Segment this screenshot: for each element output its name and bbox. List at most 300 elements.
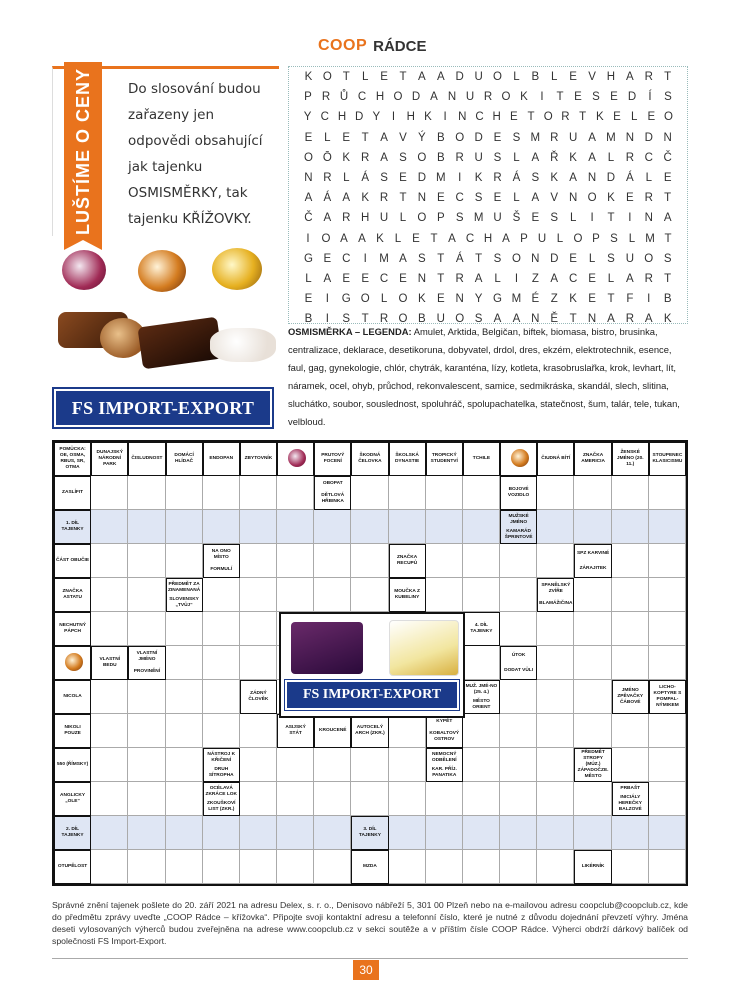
crossword-cell[interactable] xyxy=(314,544,351,578)
crossword-cell[interactable] xyxy=(612,748,649,782)
crossword-clue-part: DRUH SÍTROPHA xyxy=(208,766,234,778)
crossword-clue xyxy=(574,748,611,782)
word-search-letter: I xyxy=(306,232,310,245)
word-search-letter: A xyxy=(418,71,426,84)
word-search-row xyxy=(289,249,687,269)
word-search-letter: I xyxy=(325,313,329,326)
crossword-cell[interactable] xyxy=(649,476,686,510)
word-search-letter: O xyxy=(664,111,673,124)
crossword-cell[interactable] xyxy=(389,476,426,510)
word-search-letter: O xyxy=(398,293,408,306)
crossword-cell[interactable] xyxy=(649,646,686,680)
word-search-letter: S xyxy=(399,151,407,164)
word-search-letter: A xyxy=(607,313,615,326)
crossword-clue-part: NÁSTROJ K KŘIČENÍ xyxy=(207,751,236,763)
word-search-letter: C xyxy=(455,192,464,205)
crossword-cell[interactable] xyxy=(612,816,649,850)
crossword-cell[interactable] xyxy=(91,578,128,612)
crossword-clue: JMÉNO ZPĚVAČKY ČÁBOVÉ xyxy=(612,680,649,714)
word-search-letter: B xyxy=(436,131,445,144)
crossword-cell[interactable] xyxy=(649,578,686,612)
crossword-cell[interactable] xyxy=(240,748,277,782)
crossword-cell[interactable] xyxy=(574,646,611,680)
word-search-letter: M xyxy=(511,293,522,306)
crossword-clue: 1. DÍL TAJENKY xyxy=(54,510,91,544)
crossword-cell[interactable] xyxy=(91,714,128,748)
crossword-cell[interactable] xyxy=(649,782,686,816)
crossword-clue: AUTOCELÝ ARCH (ZKR.) xyxy=(351,714,388,748)
crossword-clue-part: KAR. PŘÍJ. PANATIKA xyxy=(431,766,457,778)
word-search-letter: T xyxy=(430,232,438,245)
crossword-cell[interactable] xyxy=(537,510,574,544)
crossword-cell[interactable] xyxy=(537,748,574,782)
crossword-cell[interactable] xyxy=(612,476,649,510)
crossword-cell[interactable] xyxy=(500,714,537,748)
word-search-letter: D xyxy=(455,71,464,84)
crossword-cell[interactable] xyxy=(203,714,240,748)
crossword-cell[interactable] xyxy=(612,612,649,646)
crossword-cell[interactable] xyxy=(166,544,203,578)
crossword-cell[interactable] xyxy=(649,816,686,850)
word-search-letter: E xyxy=(380,71,388,84)
crossword-clue xyxy=(426,714,463,748)
word-search-letter: U xyxy=(379,212,389,225)
word-search-letter: B xyxy=(418,313,426,326)
word-search-letter: R xyxy=(625,151,635,164)
crossword-cell[interactable] xyxy=(277,544,314,578)
crossword-cell[interactable] xyxy=(649,748,686,782)
crossword-clue-part: MĚSTO ORIENT xyxy=(472,698,491,710)
word-search-letter: E xyxy=(399,172,407,185)
word-search-letter: T xyxy=(664,232,672,245)
word-search-letter: I xyxy=(590,212,594,225)
crossword-cell[interactable] xyxy=(166,646,203,680)
crossword-cell[interactable] xyxy=(537,612,574,646)
word-search-letter: O xyxy=(573,232,583,245)
crossword-cell[interactable] xyxy=(351,476,388,510)
word-search-letter: U xyxy=(474,71,483,84)
crossword-cell[interactable] xyxy=(463,714,500,748)
crossword-clue-part: NEMOCNÝ ODBĚLENÍ xyxy=(431,751,457,763)
crossword-cell[interactable] xyxy=(240,816,277,850)
crossword-cell[interactable] xyxy=(128,578,165,612)
word-search-letter: E xyxy=(613,111,621,124)
crossword-cell[interactable] xyxy=(649,544,686,578)
crossword-cell[interactable] xyxy=(203,816,240,850)
word-search-letter: Z xyxy=(550,293,558,306)
crossword-cell[interactable] xyxy=(500,578,537,612)
crossword-cell[interactable] xyxy=(612,578,649,612)
crossword-cell[interactable] xyxy=(389,748,426,782)
word-search-letter: A xyxy=(644,313,653,326)
crossword-cell[interactable] xyxy=(166,850,203,884)
crossword-clue: ŠKODNÁ ČELOVKA xyxy=(351,442,388,476)
word-search-letter: D xyxy=(644,131,653,144)
crossword-cell[interactable] xyxy=(240,850,277,884)
crossword-cell[interactable] xyxy=(128,816,165,850)
crossword-cell[interactable] xyxy=(574,578,611,612)
crossword-cell[interactable] xyxy=(537,680,574,714)
word-search-letter: T xyxy=(569,313,577,326)
word-search-letter: U xyxy=(537,232,547,245)
crossword-cell[interactable] xyxy=(426,850,463,884)
crossword-cell[interactable] xyxy=(240,612,277,646)
crossword-clue xyxy=(463,680,500,714)
crossword-cell[interactable] xyxy=(612,714,649,748)
crossword-cell[interactable] xyxy=(91,544,128,578)
word-search-letter: C xyxy=(342,252,351,265)
crossword-clue-part: PŘEDMĚT STROPY (MÚZ.) xyxy=(581,750,605,767)
word-search-letter: U xyxy=(625,252,635,265)
word-search-letter: L xyxy=(628,232,636,245)
crossword-cell[interactable] xyxy=(128,510,165,544)
crossword-cell[interactable] xyxy=(277,816,314,850)
crossword-cell[interactable] xyxy=(537,544,574,578)
crossword-clue-part: ÚTOK xyxy=(511,652,526,658)
word-search-letter: E xyxy=(493,131,502,144)
crossword-cell[interactable] xyxy=(574,782,611,816)
crossword-cell[interactable] xyxy=(240,510,277,544)
word-search-letter: Č xyxy=(663,151,672,164)
crossword-cell[interactable] xyxy=(91,782,128,816)
crossword-cell[interactable] xyxy=(389,816,426,850)
sponsor-banner-text: FS IMPORT-EXPORT xyxy=(56,391,270,425)
word-search-letter: Y xyxy=(303,111,312,124)
crossword-cell[interactable] xyxy=(612,646,649,680)
word-search-letter: G xyxy=(493,293,502,306)
word-search-letter: U xyxy=(465,91,475,104)
crossword-cell[interactable] xyxy=(351,748,388,782)
word-search-letter: L xyxy=(630,111,638,124)
crossword-clue: ŠKOLSKÁ DYNASTIE xyxy=(389,442,426,476)
crossword-clue: ZÁDNÝ ČLOVĚK xyxy=(240,680,277,714)
crossword-cell[interactable] xyxy=(240,578,277,612)
word-search-letter: D xyxy=(627,91,637,104)
crossword-cell[interactable] xyxy=(203,510,240,544)
crossword-cell[interactable] xyxy=(203,612,240,646)
crossword-cell[interactable] xyxy=(463,578,500,612)
word-search-letter: T xyxy=(342,71,350,84)
word-search-letter: M xyxy=(436,172,446,185)
crossword-cell[interactable] xyxy=(240,714,277,748)
word-search-letter: K xyxy=(569,151,577,164)
word-search-letter: Á xyxy=(323,192,332,205)
product-box-image xyxy=(389,620,459,676)
word-search-letter: N xyxy=(304,172,313,185)
crossword-clue-part: ZKOUŠKOVÍ LIST (ZKR.) xyxy=(206,800,236,812)
word-search-letter: R xyxy=(342,212,351,225)
word-search-letter: Á xyxy=(361,172,369,185)
crossword-clue: LIKÉRNÍK xyxy=(574,850,611,884)
word-search-letter: T xyxy=(399,192,407,205)
crossword-cell[interactable] xyxy=(166,714,203,748)
word-search-letter: H xyxy=(361,212,370,225)
crossword-cell[interactable] xyxy=(389,714,426,748)
crossword-cell[interactable] xyxy=(351,544,388,578)
word-search-letter: K xyxy=(424,111,432,124)
word-search-letter: A xyxy=(512,313,521,326)
word-search-letter: V xyxy=(588,71,596,84)
crossword-cell[interactable] xyxy=(649,850,686,884)
crossword-cell[interactable] xyxy=(314,748,351,782)
crossword-cell[interactable] xyxy=(426,510,463,544)
crossword-cell[interactable] xyxy=(389,850,426,884)
crossword-cell[interactable] xyxy=(537,646,574,680)
crossword-clue xyxy=(166,578,203,612)
crossword-cell[interactable] xyxy=(91,748,128,782)
crossword-cell[interactable] xyxy=(537,714,574,748)
word-search-letter: O xyxy=(587,192,597,205)
crossword-cell[interactable] xyxy=(463,782,500,816)
crossword-clue: ZNAČKA AMERICIA xyxy=(574,442,611,476)
crossword-cell[interactable] xyxy=(426,578,463,612)
word-search-letter: O xyxy=(511,252,521,265)
crossword-cell[interactable] xyxy=(91,510,128,544)
word-search-legend xyxy=(288,323,688,431)
crossword-clue: MOUČKA Z KUBELINY xyxy=(389,578,426,612)
crossword-clue-part: SPANĚLSKÝ ZVÍŘE xyxy=(541,583,571,594)
crossword-cell[interactable] xyxy=(166,476,203,510)
word-search-letter: I xyxy=(514,272,519,285)
word-search-letter: O xyxy=(417,151,427,164)
word-search-letter: M xyxy=(645,232,655,245)
crossword-cell[interactable] xyxy=(277,850,314,884)
word-search-letter: O xyxy=(417,212,427,225)
crossword-cell[interactable] xyxy=(500,544,537,578)
crossword-clue-part: OCÉLAVÁ ZKRÁCE LOK xyxy=(205,785,237,797)
crossword-cell[interactable] xyxy=(426,816,463,850)
word-search-letter: E xyxy=(574,91,582,104)
crossword-cell[interactable] xyxy=(612,510,649,544)
word-search-letter: C xyxy=(379,272,389,285)
crossword-cell[interactable] xyxy=(128,748,165,782)
crossword-cell[interactable] xyxy=(166,680,203,714)
word-search-letter: A xyxy=(323,272,332,285)
crossword-cell[interactable] xyxy=(649,714,686,748)
crossword-cell[interactable] xyxy=(128,544,165,578)
crossword-clue: ZNAČKA RECUPŮ xyxy=(389,544,426,578)
crossword-cell[interactable] xyxy=(166,816,203,850)
word-search-letter: Y xyxy=(372,111,381,124)
crossword-cell[interactable] xyxy=(166,612,203,646)
word-search-letter: I xyxy=(628,212,632,225)
crossword-cell[interactable] xyxy=(612,850,649,884)
crossword-cell[interactable] xyxy=(426,476,463,510)
legend-words: Amulet, Arktida, Belgičan, biftek, biomasa, bistro, brusinka, centralizace, deklarace, desetikoruna, dobyvatel, drdol, dres, ekzém, elektrotechnik, esence, faul, gag, gynekologie, chlór, chytrák, karanténa, lízy, kotleta, krasobruslařka, krok, levhart, lít, náramek, ocel, ohyb, průchod, rekonvalescent, samice, sedmikráska, skandál, slech, slitina, sluchátko, soubor, souslednost, spoluhráč, spolupachatelka, statečnost, šum, talár, tele, tukan, velbloud. xyxy=(288,326,680,427)
crossword-cell[interactable] xyxy=(91,850,128,884)
crossword-clue-part: OBOPAT xyxy=(322,481,343,486)
page-number: 30 xyxy=(353,960,379,980)
crossword-clue-part: KYPĚT xyxy=(436,719,453,724)
crossword-clue-part: PŘEDMĚT ZA ZINAMENANÁ xyxy=(167,581,201,593)
word-search-letter: T xyxy=(361,313,369,326)
word-search-letter: K xyxy=(418,293,426,306)
contest-ribbon xyxy=(64,62,102,240)
crossword-cell[interactable] xyxy=(128,714,165,748)
word-search-row xyxy=(289,188,687,208)
crossword-cell[interactable] xyxy=(426,544,463,578)
word-search-letter: L xyxy=(513,151,520,164)
word-search-letter: O xyxy=(501,91,511,104)
crossword-cell[interactable] xyxy=(389,782,426,816)
crossword-cell[interactable] xyxy=(574,612,611,646)
word-search-letter: Á xyxy=(626,172,634,185)
word-search-letter: A xyxy=(569,172,577,185)
crossword-cell[interactable] xyxy=(277,782,314,816)
crossword-cell[interactable] xyxy=(463,544,500,578)
crossword-cell[interactable] xyxy=(351,510,388,544)
word-search-letter: E xyxy=(436,192,445,205)
crossword-cell[interactable] xyxy=(649,612,686,646)
crossword-cell[interactable] xyxy=(314,816,351,850)
legend-title: OSMISMĚRKA – LEGENDA: xyxy=(288,326,412,337)
crossword-cell[interactable] xyxy=(389,510,426,544)
crossword-cell[interactable] xyxy=(649,510,686,544)
crossword-cell[interactable] xyxy=(240,544,277,578)
word-search-letter: L xyxy=(361,71,369,84)
crossword-cell[interactable] xyxy=(463,816,500,850)
crossword-cell[interactable] xyxy=(277,510,314,544)
word-search-letter: K xyxy=(342,151,351,164)
word-search-letter: R xyxy=(455,272,464,285)
crossword-cell[interactable] xyxy=(463,646,500,680)
word-search-letter: K xyxy=(474,172,483,185)
word-search-letter: P xyxy=(520,232,528,245)
word-search-letter: N xyxy=(531,252,540,265)
crossword-cell[interactable] xyxy=(203,850,240,884)
word-search-letter: L xyxy=(399,212,407,225)
crossword-cell[interactable] xyxy=(91,476,128,510)
word-search-letter: S xyxy=(663,252,672,265)
word-search-letter: S xyxy=(474,313,483,326)
word-search-letter: E xyxy=(569,252,577,265)
crossword-cell[interactable] xyxy=(537,476,574,510)
crossword-cell[interactable] xyxy=(203,646,240,680)
crossword-cell[interactable] xyxy=(537,850,574,884)
crossword-cell[interactable] xyxy=(277,578,314,612)
crossword-cell[interactable] xyxy=(314,850,351,884)
crossword-cell[interactable] xyxy=(537,816,574,850)
word-search-letter: C xyxy=(320,111,329,124)
crossword-cell[interactable] xyxy=(277,476,314,510)
crossword-cell[interactable] xyxy=(91,612,128,646)
word-search-row xyxy=(289,107,687,127)
word-search-letter: O xyxy=(455,131,465,144)
crossword-cell[interactable] xyxy=(314,578,351,612)
chocolate-clue-image xyxy=(277,442,314,476)
footer-divider xyxy=(52,958,688,959)
word-search-letter: U xyxy=(436,313,445,326)
crossword-cell[interactable] xyxy=(91,816,128,850)
crossword-clue: 3. DÍL TAJENKY xyxy=(351,816,388,850)
crossword-cell[interactable] xyxy=(351,578,388,612)
word-search-letter: E xyxy=(663,172,672,185)
crossword-cell[interactable] xyxy=(314,782,351,816)
crossword-clue: TROPICKÝ STUDENTVÍ xyxy=(426,442,463,476)
crossword-cell[interactable] xyxy=(612,544,649,578)
word-search-letter: I xyxy=(363,252,367,265)
word-search-letter: C xyxy=(568,272,578,285)
crossword-cell[interactable] xyxy=(314,510,351,544)
crossword-cell[interactable] xyxy=(128,612,165,646)
sponsor-promo xyxy=(279,612,465,718)
word-search-letter: R xyxy=(561,111,570,124)
crossword-clue xyxy=(314,476,351,510)
word-search-letter: Á xyxy=(455,252,464,265)
crossword-cell[interactable] xyxy=(463,476,500,510)
word-search-letter: K xyxy=(550,172,559,185)
crossword-cell[interactable] xyxy=(500,680,537,714)
crossword-clue: ČÁST OBUČIE xyxy=(54,544,91,578)
crossword-cell[interactable] xyxy=(574,680,611,714)
crossword-cell[interactable] xyxy=(426,782,463,816)
crossword-cell[interactable] xyxy=(277,748,314,782)
crossword-cell[interactable] xyxy=(537,782,574,816)
crossword-cell[interactable] xyxy=(128,680,165,714)
word-search-letter: A xyxy=(399,252,407,265)
crossword-cell[interactable] xyxy=(463,510,500,544)
crossword-cell[interactable] xyxy=(500,850,537,884)
crossword-cell[interactable] xyxy=(128,850,165,884)
word-search-letter: K xyxy=(607,192,615,205)
crossword-cell[interactable] xyxy=(500,782,537,816)
crossword-cell[interactable] xyxy=(500,748,537,782)
word-search-letter: G xyxy=(341,293,351,306)
crossword-cell[interactable] xyxy=(91,680,128,714)
crossword-cell[interactable] xyxy=(166,748,203,782)
crossword-cell[interactable] xyxy=(166,782,203,816)
crossword-cell[interactable] xyxy=(500,816,537,850)
crossword-cell[interactable] xyxy=(203,578,240,612)
word-search-letter: R xyxy=(644,71,653,84)
crossword-clue xyxy=(203,748,240,782)
word-search-letter: H xyxy=(337,111,347,124)
crossword-clue-part: MUŽSKÉ JMÉNO xyxy=(508,513,529,525)
crossword-clue: DUNAJSKÝ NÁRODNÍ PARK xyxy=(91,442,128,476)
crossword-cell[interactable] xyxy=(128,782,165,816)
word-search-letter: S xyxy=(342,313,351,326)
word-search-letter: S xyxy=(531,172,540,185)
crossword-cell[interactable] xyxy=(351,782,388,816)
crossword-cell[interactable] xyxy=(203,680,240,714)
word-search-letter: F xyxy=(626,293,634,306)
crossword-cell[interactable] xyxy=(463,850,500,884)
word-search-row xyxy=(289,168,687,188)
crossword-cell[interactable] xyxy=(574,510,611,544)
word-search-letter: T xyxy=(664,272,672,285)
crossword-cell[interactable] xyxy=(240,782,277,816)
word-search-letter: B xyxy=(663,293,672,306)
crossword-cell[interactable] xyxy=(574,816,611,850)
word-search-letter: T xyxy=(607,212,615,225)
crossword-clue: VLASTNÍ BEDU xyxy=(91,646,128,680)
crossword-cell[interactable] xyxy=(574,476,611,510)
crossword-cell[interactable] xyxy=(463,748,500,782)
crossword-cell[interactable] xyxy=(128,476,165,510)
word-search-letter: T xyxy=(475,252,483,265)
word-search-letter: N xyxy=(447,91,457,104)
crossword-cell[interactable] xyxy=(574,714,611,748)
word-search-letter: R xyxy=(379,192,389,205)
word-search-letter: I xyxy=(443,111,447,124)
crossword-cell[interactable] xyxy=(203,476,240,510)
crossword-cell[interactable] xyxy=(240,646,277,680)
crossword-clue-part: DODAT VŮLI xyxy=(504,667,534,673)
crossword-cell[interactable] xyxy=(166,510,203,544)
crossword-cell[interactable] xyxy=(240,476,277,510)
word-search-letter: B xyxy=(304,313,313,326)
crossword-cell[interactable] xyxy=(500,612,537,646)
